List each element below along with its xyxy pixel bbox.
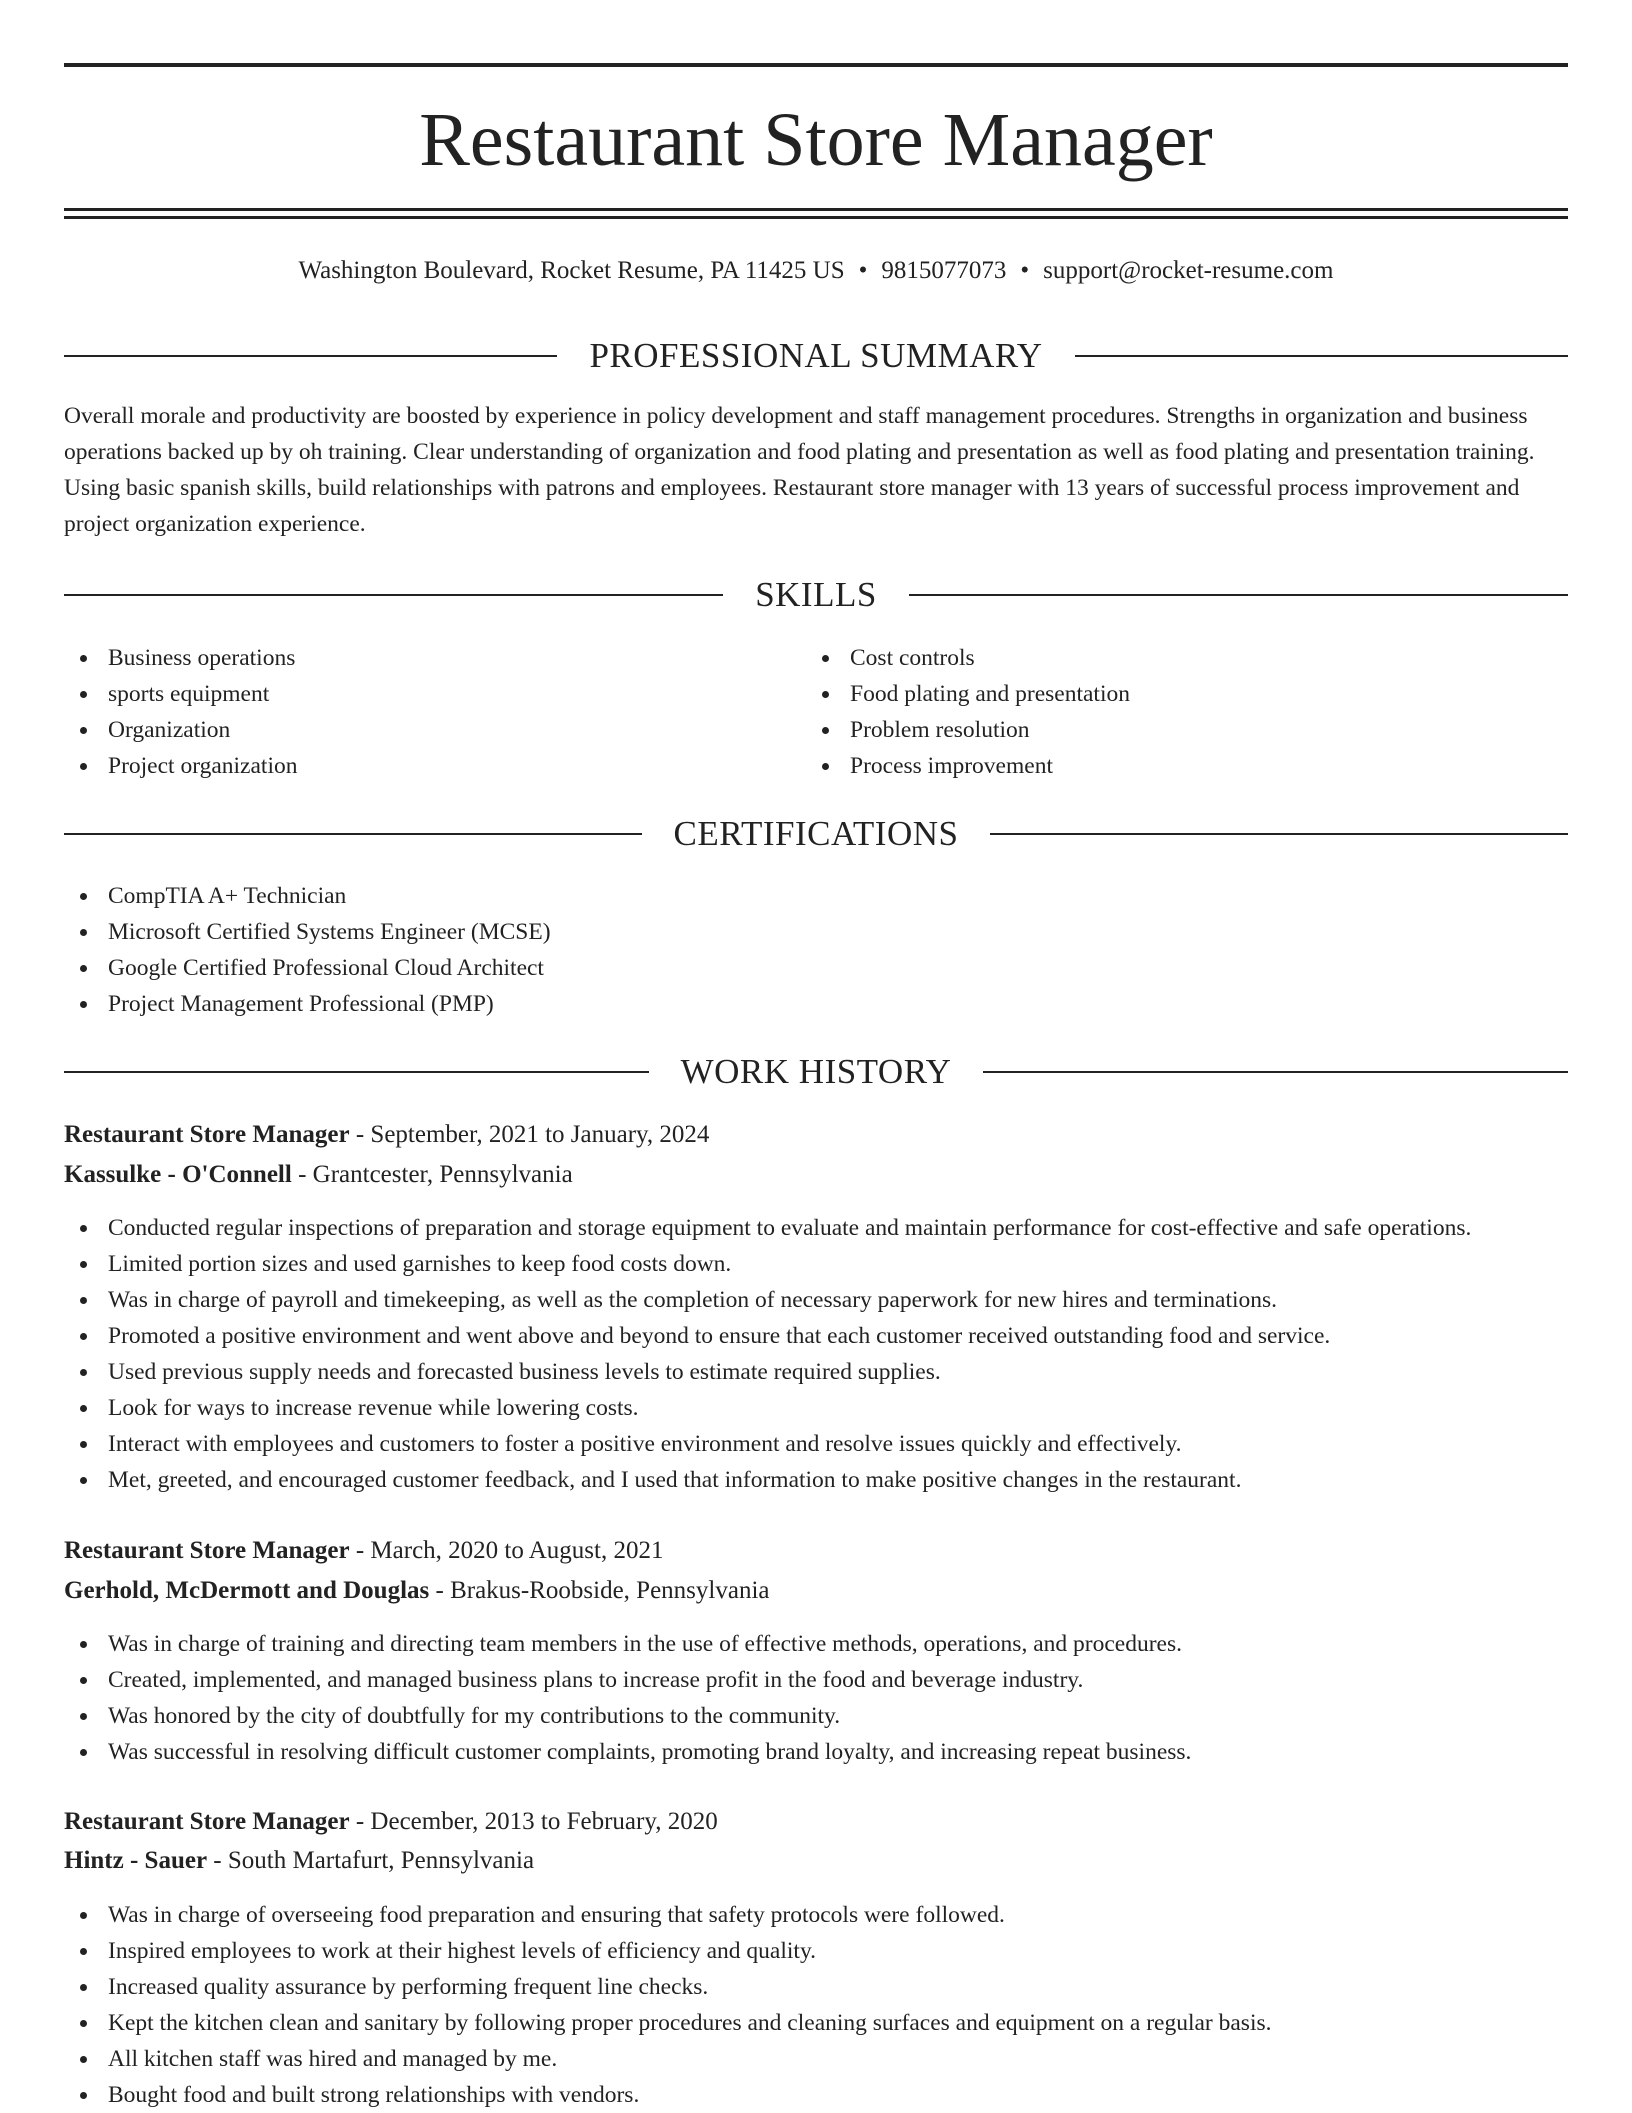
- skill-item: sports equipment: [64, 676, 297, 712]
- job-bullet: Bought food and built strong relationships with vendors.: [64, 2077, 1568, 2113]
- contact-phone: 9815077073: [881, 257, 1007, 284]
- job-location: - South Martafurt, Pennsylvania: [207, 1847, 535, 1874]
- job-bullet: Used previous supply needs and forecasted business levels to estimate required supplies.: [64, 1354, 1568, 1390]
- summary-text: Overall morale and productivity are boosted by experience in policy development and staff management procedures. Strengths in organization and business operations backed up by oh training. Clear understanding of organization and food plating and presentation as well as food plating and presentation training. Using basic spanish skills, build relationships with patrons and employees. Restaurant store manager with 13 years of successful process improvement and project organization experience.: [64, 403, 1535, 537]
- section-rule: [64, 594, 723, 596]
- section-rule: [1075, 355, 1568, 357]
- job-bullet: Was in charge of training and directing team members in the use of effective methods, operations, and procedures.: [64, 1626, 1568, 1662]
- job-bullet: Conducted regular inspections of preparation and storage equipment to evaluate and maintain performance for cost-effective and safe operations.: [64, 1210, 1568, 1246]
- certification-item: Microsoft Certified Systems Engineer (MCSE): [64, 914, 551, 950]
- section-rule: [64, 355, 557, 357]
- job-company: Gerhold, McDermott and Douglas: [64, 1577, 430, 1604]
- contact-separator: •: [1020, 257, 1030, 284]
- certifications-list: [64, 878, 551, 1022]
- job-bullets: [64, 1626, 1568, 1770]
- job-location: - Grantcester, Pennsylvania: [291, 1161, 573, 1188]
- job-bullets: [64, 1897, 1568, 2113]
- skill-item: Food plating and presentation: [806, 676, 1130, 712]
- job-bullet: Interact with employees and customers to foster a positive environment and resolve issues quickly and effectively.: [64, 1426, 1568, 1462]
- section-rule: [990, 833, 1568, 835]
- job-title-line: [64, 1533, 1568, 1569]
- skill-item: Problem resolution: [806, 712, 1130, 748]
- section-rule: [64, 1071, 649, 1073]
- job-bullet: Look for ways to increase revenue while lowering costs.: [64, 1390, 1568, 1426]
- job-bullet: Limited portion sizes and used garnishes to keep food costs down.: [64, 1246, 1568, 1282]
- certification-item: Project Management Professional (PMP): [64, 986, 551, 1022]
- job-bullet: Was in charge of payroll and timekeeping, as well as the completion of necessary paperwork for new hires and terminations.: [64, 1282, 1568, 1318]
- job-bullets: [64, 1210, 1568, 1498]
- job-bullet: All kitchen staff was hired and managed by me.: [64, 2041, 1568, 2077]
- job-dates: - September, 2021 to January, 2024: [349, 1121, 710, 1148]
- job-title: Restaurant Store Manager: [64, 1537, 350, 1564]
- title-rule-lower: [64, 216, 1568, 219]
- skill-item: Organization: [64, 712, 297, 748]
- job-bullet: Kept the kitchen clean and sanitary by following proper procedures and cleaning surfaces and equipment on a regular basis.: [64, 2005, 1568, 2041]
- section-title: PROFESSIONAL SUMMARY: [589, 336, 1043, 375]
- job-dates: - March, 2020 to August, 2021: [349, 1537, 664, 1564]
- skill-item: Cost controls: [806, 640, 1130, 676]
- section-rule: [64, 833, 642, 835]
- skill-item: Business operations: [64, 640, 297, 676]
- job-company-line: [64, 1843, 1568, 1879]
- job-title: Restaurant Store Manager: [64, 1121, 350, 1148]
- skill-item: Process improvement: [806, 748, 1130, 784]
- section-rule: [909, 594, 1568, 596]
- certification-item: Google Certified Professional Cloud Architect: [64, 950, 551, 986]
- certification-item: CompTIA A+ Technician: [64, 878, 551, 914]
- job-bullet: Met, greeted, and encouraged customer feedback, and I used that information to make positive changes in the restaurant.: [64, 1462, 1568, 1498]
- job-bullet: Created, implemented, and managed business plans to increase profit in the food and beverage industry.: [64, 1662, 1568, 1698]
- section-title: SKILLS: [755, 575, 877, 614]
- job-company: Hintz - Sauer: [64, 1847, 208, 1874]
- job-dates: - December, 2013 to February, 2020: [349, 1808, 718, 1835]
- section-title: WORK HISTORY: [680, 1052, 952, 1091]
- contact-email: support@rocket-resume.com: [1043, 257, 1334, 284]
- job-company: Kassulke - O'Connell: [64, 1161, 292, 1188]
- job-bullet: Increased quality assurance by performing frequent line checks.: [64, 1969, 1568, 2005]
- section-header-work-history: [64, 1050, 1568, 1094]
- skills-list-left: [64, 640, 297, 784]
- skills-list-right: [806, 640, 1130, 784]
- skill-item: Project organization: [64, 748, 297, 784]
- title-rule-upper: [64, 208, 1568, 211]
- job-bullet: Was in charge of overseeing food preparation and ensuring that safety protocols were followed.: [64, 1897, 1568, 1933]
- section-header-certifications: [64, 812, 1568, 856]
- job-company-line: [64, 1573, 1568, 1609]
- top-rule: [64, 63, 1568, 67]
- job-bullet: Was successful in resolving difficult customer complaints, promoting brand loyalty, and increasing repeat business.: [64, 1734, 1568, 1770]
- job-company-line: [64, 1157, 1568, 1193]
- job-bullet: Was honored by the city of doubtfully for my contributions to the community.: [64, 1698, 1568, 1734]
- section-rule: [983, 1071, 1568, 1073]
- section-header-skills: [64, 573, 1568, 617]
- job-title: Restaurant Store Manager: [64, 1808, 350, 1835]
- job-title-line: [64, 1117, 1568, 1153]
- job-bullet: Promoted a positive environment and went above and beyond to ensure that each customer received outstanding food and service.: [64, 1318, 1568, 1354]
- section-title: CERTIFICATIONS: [673, 814, 959, 853]
- contact-line: [64, 254, 1568, 288]
- job-location: - Brakus-Roobside, Pennsylvania: [429, 1577, 770, 1604]
- job-title-line: [64, 1804, 1568, 1840]
- section-header-summary: [64, 334, 1568, 378]
- resume-title: Restaurant Store Manager: [419, 98, 1213, 182]
- job-bullet: Inspired employees to work at their highest levels of efficiency and quality.: [64, 1933, 1568, 1969]
- contact-address: Washington Boulevard, Rocket Resume, PA 11425 US: [298, 257, 845, 284]
- contact-separator: •: [858, 257, 868, 284]
